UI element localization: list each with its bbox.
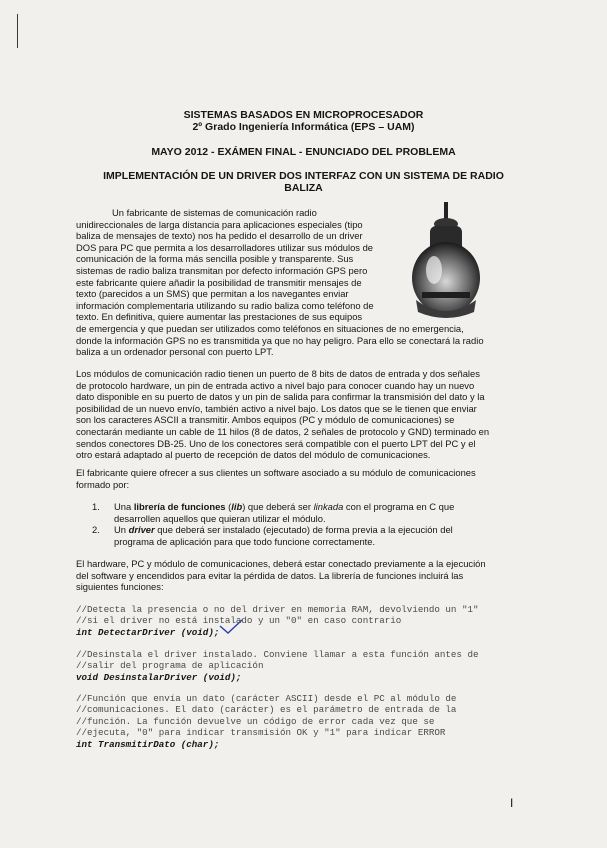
para1-line: texto (parecidos a un SMS) que permitan a los navegantes enviar — [76, 288, 349, 300]
para1-line: de emergencia y que puedan ser utilizados como teléfonos en situaciones de no emergencia, — [76, 323, 464, 334]
para3-line: El fabricante quiere ofrecer a sus clientes un software asociado a su módulo de comunicaciones — [76, 467, 476, 478]
code-block-transmit — [76, 693, 496, 750]
code-comment: //Detecta la presencia o no del driver en memoria RAM, devolviendo un "1" — [76, 604, 479, 615]
course-subtitle: 2º Grado Ingeniería Informática (EPS – UAM) — [192, 121, 415, 133]
para2-line: Los módulos de comunicación radio tienen un puerto de 8 bits de datos de entrada y dos señales — [76, 368, 480, 379]
para1-line: donde la información GPS no es transmitida ya que no hay peligro. Para ello se conectará la radio — [76, 334, 484, 346]
list-bold-term: librería de funciones — [133, 501, 226, 512]
list-text: con el programa en C que — [343, 501, 455, 512]
list-text: Una — [114, 501, 134, 512]
code-block-detect — [76, 604, 496, 638]
para4-line: El hardware, PC y módulo de comunicaciones, deberá estar conectado previamente a la ejecución — [76, 558, 486, 569]
intro-paragraph — [76, 207, 398, 323]
problem-title-line1: IMPLEMENTACIÓN DE UN DRIVER DOS INTERFAZ CON UN SISTEMA DE RADIO — [103, 170, 504, 182]
list-text-line2: programa de aplicación para que todo funcione correctamente. — [114, 535, 376, 547]
para1-line: información complementaria utilizando su radio baliza como teléfono de — [76, 299, 374, 311]
page-mark: I — [510, 796, 514, 810]
radio-beacon-photo — [404, 200, 490, 320]
para2-line: sendos conectores DB-25. Uno de los conectores será compatible con el puerto LPT del PC y el — [76, 437, 476, 449]
list-number: 1. — [92, 501, 100, 512]
para1-line: Un fabricante de sistemas de comunicación radio — [112, 207, 317, 218]
para2-line: otro estará adaptado al puerto de recepción de datos del módulo de comunicaciones. — [76, 449, 431, 461]
list-text-line2: desarrollen aquellos que quieran utilizar el módulo. — [114, 512, 326, 524]
list-text: que deberá ser instalado (ejecutado) de forma previa a la ejecución del — [154, 524, 453, 535]
para1-line: unidireccionales de larga distancia para aplicaciones especiales (tipo — [76, 218, 363, 230]
para2-line: son los caracteres ASCII a transmitir. Ambos equipos (PC y módulo de comunicaciones) se — [76, 414, 455, 426]
code-comment: //comunicaciones. El dato (carácter) es el parámetro de entrada de la — [76, 704, 457, 716]
list-text: ) que deberá ser — [242, 501, 314, 512]
para1-line: baliza de mensajes de texto) nos ha pedido el desarrollo de un driver — [76, 230, 363, 242]
para4-line: siguientes funciones: — [76, 581, 164, 593]
functions-paragraph — [76, 558, 516, 593]
code-signature: void DesinstalarDriver (void); — [76, 671, 242, 683]
list-bold-term: driver — [128, 524, 155, 535]
list-italic-term: lib — [231, 501, 243, 512]
code-signature: int TransmitirDato (char); — [76, 738, 220, 750]
para1-line: texto. En definitiva, quiere aumentar las prestaciones de sus equipos — [76, 311, 363, 323]
code-comment: //función. La función devuelve un código de error cada vez que se — [76, 715, 435, 727]
list-text: Un — [114, 524, 129, 535]
hardware-paragraph — [76, 368, 516, 461]
code-comment: //Desinstala el driver instalado. Conviene llamar a esta función antes de — [76, 649, 479, 660]
para1-line: sistemas de radio baliza transmitan por defecto información GPS pero — [76, 264, 368, 276]
para2-line: conectarán mediante un cable de 11 hilos (8 de datos, 2 señales de protocolo y GND) terminado en — [76, 425, 490, 437]
problem-title-line2: BALIZA — [284, 182, 323, 194]
software-paragraph — [76, 467, 516, 490]
code-comment: //ejecuta, "0" para indicar transmisión OK y "1" para indicar ERROR — [76, 727, 446, 739]
para3-line: formado por: — [76, 478, 130, 490]
para2-line: posibilidad de un nuevo envío, también activo a nivel bajo. Los datos que se le tienen que enviar — [76, 402, 477, 414]
exam-title: MAYO 2012 - EXÁMEN FINAL - ENUNCIADO DEL PROBLEMA — [151, 146, 456, 158]
code-comment: //salir del programa de aplicación — [76, 660, 264, 672]
para2-line: dato disponible en su puerto de datos y un pin de salida para confirmar la transmisión del dato y la — [76, 391, 485, 403]
list-text: ( — [225, 501, 232, 512]
handwritten-check-mark — [218, 618, 244, 636]
list-number: 2. — [92, 524, 100, 535]
code-comment: //si el driver no está instalado y un "0" en caso contrario — [76, 615, 402, 627]
code-signature: int DetectarDriver (void); — [76, 626, 220, 638]
course-title: SISTEMAS BASADOS EN MICROPROCESADOR — [183, 109, 424, 121]
para1-line: DOS para PC que permita a los desarrolladores utilizar sus módulos de — [76, 241, 374, 253]
intro-paragraph-cont — [76, 323, 516, 358]
para1-line: este fabricante quiere añadir la posibilidad de transmitir mensajes de — [76, 276, 362, 288]
para1-line: comunicación de la forma más sencilla posible y transparente. Sus — [76, 253, 354, 265]
para2-line: de protocolo hardware, un pin de entrada activo a nivel bajo para conocer cuando hay un nuevo — [76, 379, 475, 391]
para4-line: del software y encendidos para evitar la pérdida de datos. La librería de funciones incluirá las — [76, 569, 464, 581]
code-block-uninstall — [76, 649, 496, 683]
margin-line-mark — [17, 14, 18, 48]
code-comment: //Función que envía un dato (carácter ASCII) desde el PC al módulo de — [76, 693, 457, 704]
para1-line: baliza a un ordenador personal con puerto LPT. — [76, 346, 274, 358]
list-italic-term: linkada — [313, 501, 344, 512]
